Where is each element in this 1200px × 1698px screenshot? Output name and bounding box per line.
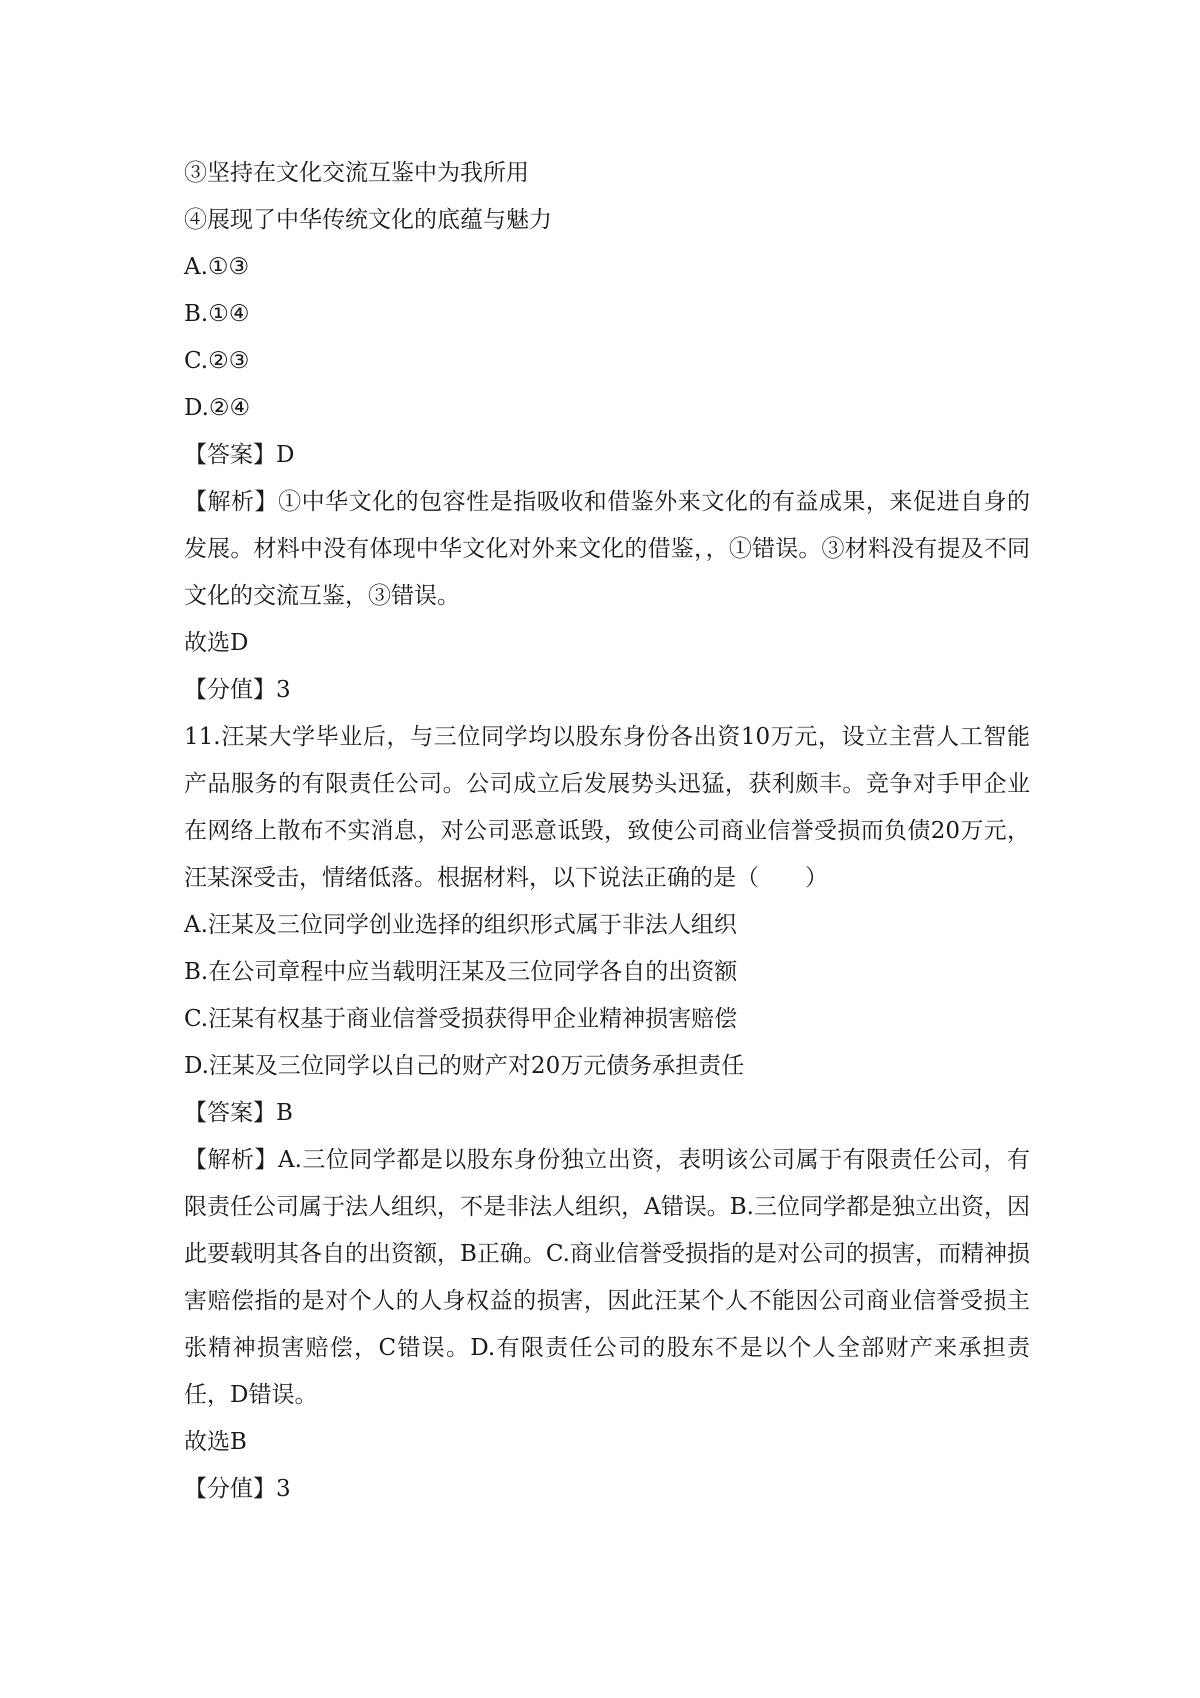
q10-statement-4: ④展现了中华传统文化的底蕴与魅力	[184, 207, 552, 233]
q11-analysis-tag: 【解析】	[184, 1147, 278, 1173]
q11-score	[184, 1466, 1030, 1513]
q11-stem: 11.汪某大学毕业后，与三位同学均以股东身份各出资10万元，设立主营人工智能产品服务的有限责任公司。公司成立后发展势头迅猛，获利颇丰。竞争对手甲企业在网络上散布不实消息，对公司恶意诋毁，致使公司商业信誉受损而负债20万元，汪某深受击，情绪低落。根据材料，以下说法正确的是（ ）	[184, 724, 1030, 891]
q10-answer-value: D	[276, 442, 295, 468]
q10-statement-3: ③坚持在文化交流互鉴中为我所用	[184, 160, 529, 186]
q10-analysis-text: ①中华文化的包容性是指吸收和借鉴外来文化的有益成果，来促进自身的发展。材料中没有体现中华文化对外来文化的借鉴，，①错误。③材料没有提及不同文化的交流互鉴，③错误。	[184, 489, 1031, 609]
q11-answer-value: B	[276, 1100, 293, 1126]
q11-analysis-text: A.三位同学都是以股东身份独立出资，表明该公司属于有限责任公司，有限责任公司属于法人组织，不是非法人组织，A错误。B.三位同学都是独立出资，因此要载明其各自的出资额，B正确。C.商业信誉受损指的是对公司的损害，而精神损害赔偿指的是对个人的人身权益的损害，因此汪某个人不能因公司商业信誉受损主张精神损害赔偿，C错误。D.有限责任公司的股东不是以个人全部财产来承担责任，D错误。	[184, 1147, 1031, 1408]
q10-analysis-tag: 【解析】	[184, 489, 279, 515]
q11-score-tag: 【分值】	[184, 1476, 276, 1502]
q10-option-a: A.①③	[184, 254, 250, 280]
q10-option-b: B.①④	[184, 301, 250, 327]
q11-answer-tag: 【答案】	[184, 1100, 276, 1126]
q10-analysis	[184, 479, 1030, 620]
q10-score	[184, 667, 1030, 714]
q10-option-c: C.②③	[184, 348, 250, 374]
q10-score-value: 3	[276, 677, 291, 703]
q10-choice: 故选D	[184, 630, 249, 656]
q10-answer	[184, 432, 1030, 479]
q10-score-tag: 【分值】	[184, 677, 276, 703]
q11-option-d: D.汪某及三位同学以自己的财产对20万元债务承担责任	[184, 1053, 745, 1079]
q11-answer	[184, 1090, 1030, 1137]
q11-option-c: C.汪某有权基于商业信誉受损获得甲企业精神损害赔偿	[184, 1006, 738, 1032]
q11-option-b: B.在公司章程中应当载明汪某及三位同学各自的出资额	[184, 959, 738, 985]
q10-option-d: D.②④	[184, 395, 251, 421]
q11-score-value: 3	[276, 1476, 291, 1502]
q11-option-a: A.汪某及三位同学创业选择的组织形式属于非法人组织	[184, 912, 737, 938]
q10-answer-tag: 【答案】	[184, 442, 276, 468]
q11-choice: 故选B	[184, 1429, 247, 1455]
q11-analysis	[184, 1137, 1030, 1419]
page-content	[184, 150, 1030, 1513]
